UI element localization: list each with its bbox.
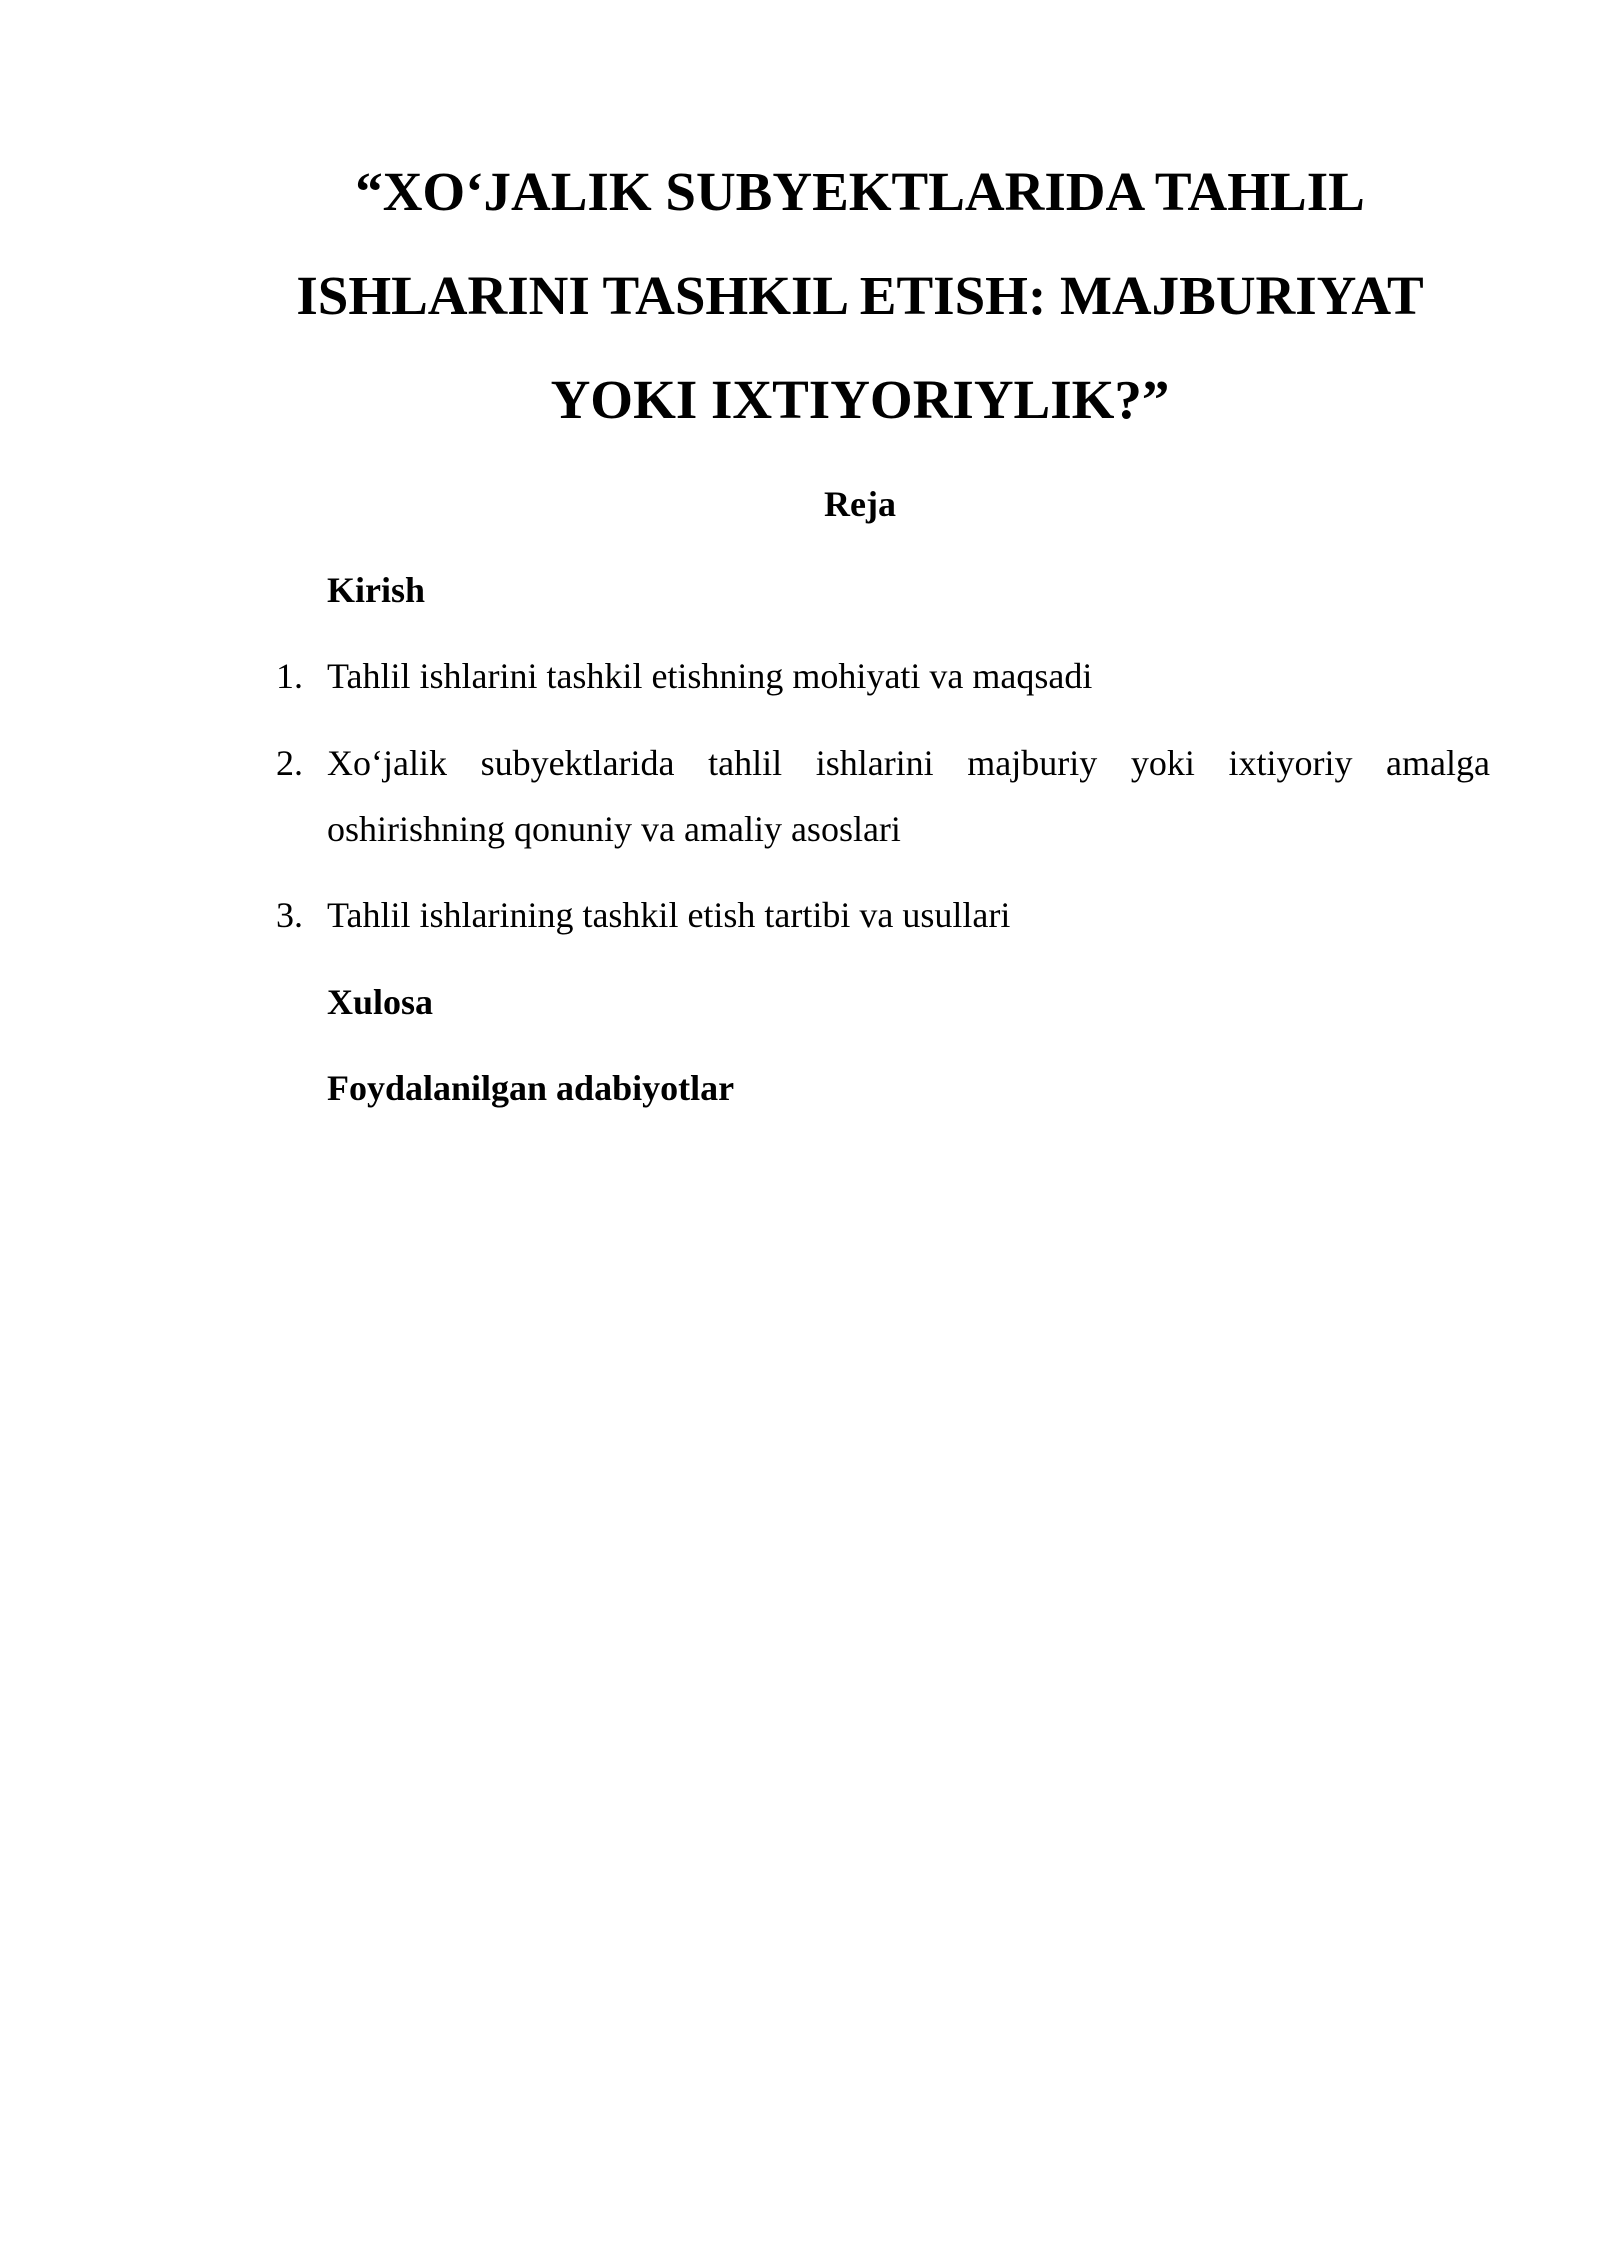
plan-item-number: 3. xyxy=(276,895,303,935)
section-conclusion: Xulosa xyxy=(327,982,434,1022)
plan-heading: Reja xyxy=(824,484,896,524)
plan-item-text: Xo‘jalik subyektlarida tahlil ishlarini majburiy yoki ixtiyoriy amalga oshirishning qonuniy va amaliy asoslari xyxy=(327,743,1490,849)
plan-item-text: Tahlil ishlarining tashkil etish tartibi va usullari xyxy=(327,895,1011,935)
document-title: “XO‘JALIK SUBYEKTLARIDA TAHLIL ISHLARINI TASHKIL ETISH: MAJBURIYAT YOKI IXTIYORIYLIK?” xyxy=(296,161,1424,430)
plan-item-text: Tahlil ishlarini tashkil etishning mohiyati va maqsadi xyxy=(327,656,1093,696)
plan-item-number: 1. xyxy=(276,656,303,696)
section-references: Foydalanilgan adabiyotlar xyxy=(327,1068,735,1108)
section-introduction: Kirish xyxy=(327,570,426,610)
plan-item-number: 2. xyxy=(276,743,303,783)
